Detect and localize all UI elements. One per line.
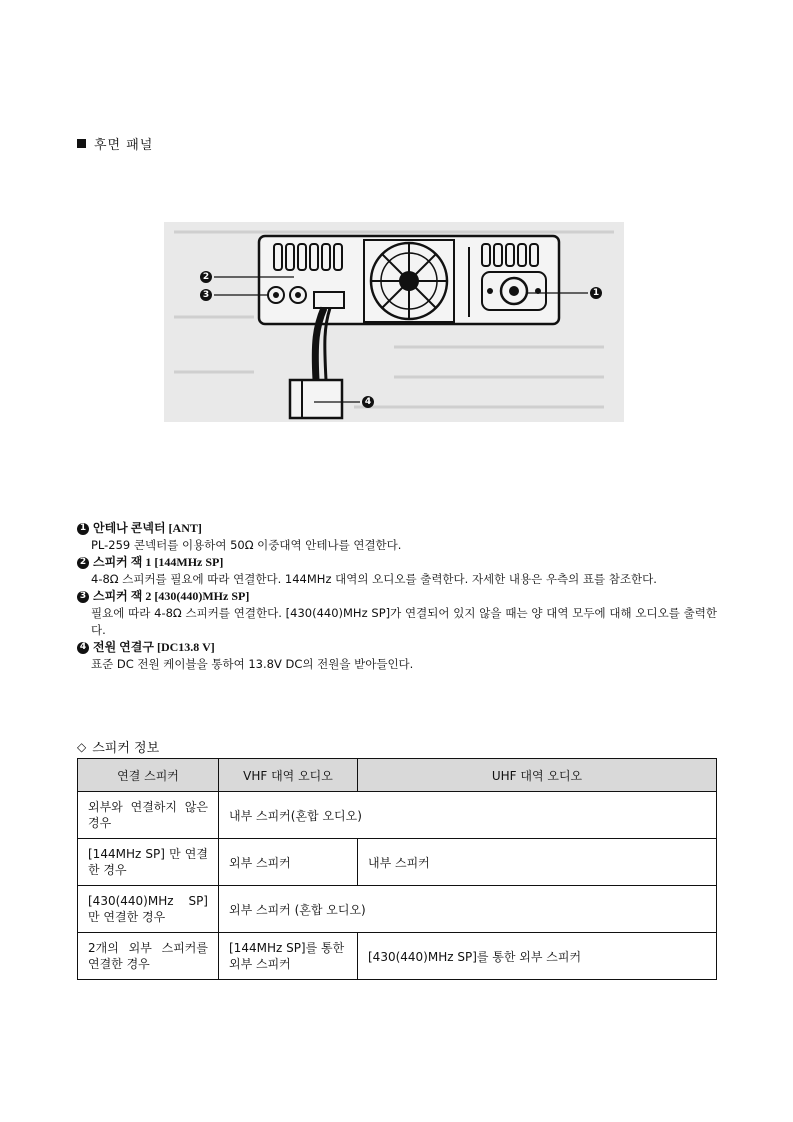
item-title: 안테나 콘넥터 [ANT] xyxy=(93,521,202,535)
table-row xyxy=(78,792,717,839)
header-connection: 연결 스피커 xyxy=(78,759,219,792)
speaker-info-title: 스피커 정보 xyxy=(92,741,160,756)
table-row xyxy=(78,886,717,933)
item-number: 2 xyxy=(77,557,89,569)
item-speaker-jack-2 xyxy=(77,588,717,639)
cell-uhf: 내부 스피커 xyxy=(358,839,717,886)
section-heading xyxy=(77,134,153,153)
item-body: 표준 DC 전원 케이블을 통하여 13.8V DC의 전원을 받아들인다. xyxy=(91,657,414,671)
diamond-icon: ◇ xyxy=(77,739,87,754)
power-plug-icon xyxy=(290,380,342,418)
black-square-icon xyxy=(77,139,86,148)
cell-merged: 내부 스피커(혼합 오디오) xyxy=(219,792,717,839)
table-row xyxy=(78,839,717,886)
item-body: 필요에 따라 4-8Ω 스피커를 연결한다. [430(440)MHz SP]가 연결되어 있지 않을 때는 양 대역 모두에 대해 오디오를 출력한다. xyxy=(91,606,717,637)
section-title: 후면 패널 xyxy=(94,138,154,153)
cell-uhf: [430(440)MHz SP]를 통한 외부 스피커 xyxy=(358,933,717,980)
item-number: 1 xyxy=(77,523,89,535)
item-power xyxy=(77,639,717,673)
cell-merged: 외부 스피커 (혼합 오디오) xyxy=(219,886,717,933)
item-number: 3 xyxy=(77,591,89,603)
description-list xyxy=(77,520,717,673)
rear-panel-diagram xyxy=(164,222,624,422)
table-row xyxy=(78,933,717,980)
item-title: 스피커 잭 1 [144MHz SP] xyxy=(93,555,224,569)
cell-condition: [430(440)MHz SP] 만 연결한 경우 xyxy=(78,886,219,933)
speaker-info-table xyxy=(77,758,717,980)
item-speaker-jack-1 xyxy=(77,554,717,588)
rear-panel-figure xyxy=(164,222,624,422)
callout-4: 4 xyxy=(362,396,374,408)
item-title: 전원 연결구 [DC13.8 V] xyxy=(93,640,215,654)
item-title: 스피커 잭 2 [430(440)MHz SP] xyxy=(93,589,250,603)
callout-2: 2 xyxy=(200,271,212,283)
item-number: 4 xyxy=(77,642,89,654)
cell-vhf: 외부 스피커 xyxy=(219,839,358,886)
table-header-row xyxy=(78,759,717,792)
header-uhf: UHF 대역 오디오 xyxy=(358,759,717,792)
callout-1: 1 xyxy=(590,287,602,299)
item-body: PL-259 콘넥터를 이용하여 50Ω 이중대역 안테나를 연결한다. xyxy=(91,538,402,552)
item-body: 4-8Ω 스피커를 필요에 따라 연결한다. 144MHz 대역의 오디오를 출력한다. 자세한 내용은 우측의 표를 참조한다. xyxy=(91,572,657,586)
callout-3: 3 xyxy=(200,289,212,301)
speaker-info-heading xyxy=(77,737,159,756)
cell-condition: 2개의 외부 스피커를 연결한 경우 xyxy=(78,933,219,980)
cell-vhf: [144MHz SP]를 통한 외부 스피커 xyxy=(219,933,358,980)
item-antenna xyxy=(77,520,717,554)
cell-condition: [144MHz SP] 만 연결한 경우 xyxy=(78,839,219,886)
header-vhf: VHF 대역 오디오 xyxy=(219,759,358,792)
cell-condition: 외부와 연결하지 않은 경우 xyxy=(78,792,219,839)
